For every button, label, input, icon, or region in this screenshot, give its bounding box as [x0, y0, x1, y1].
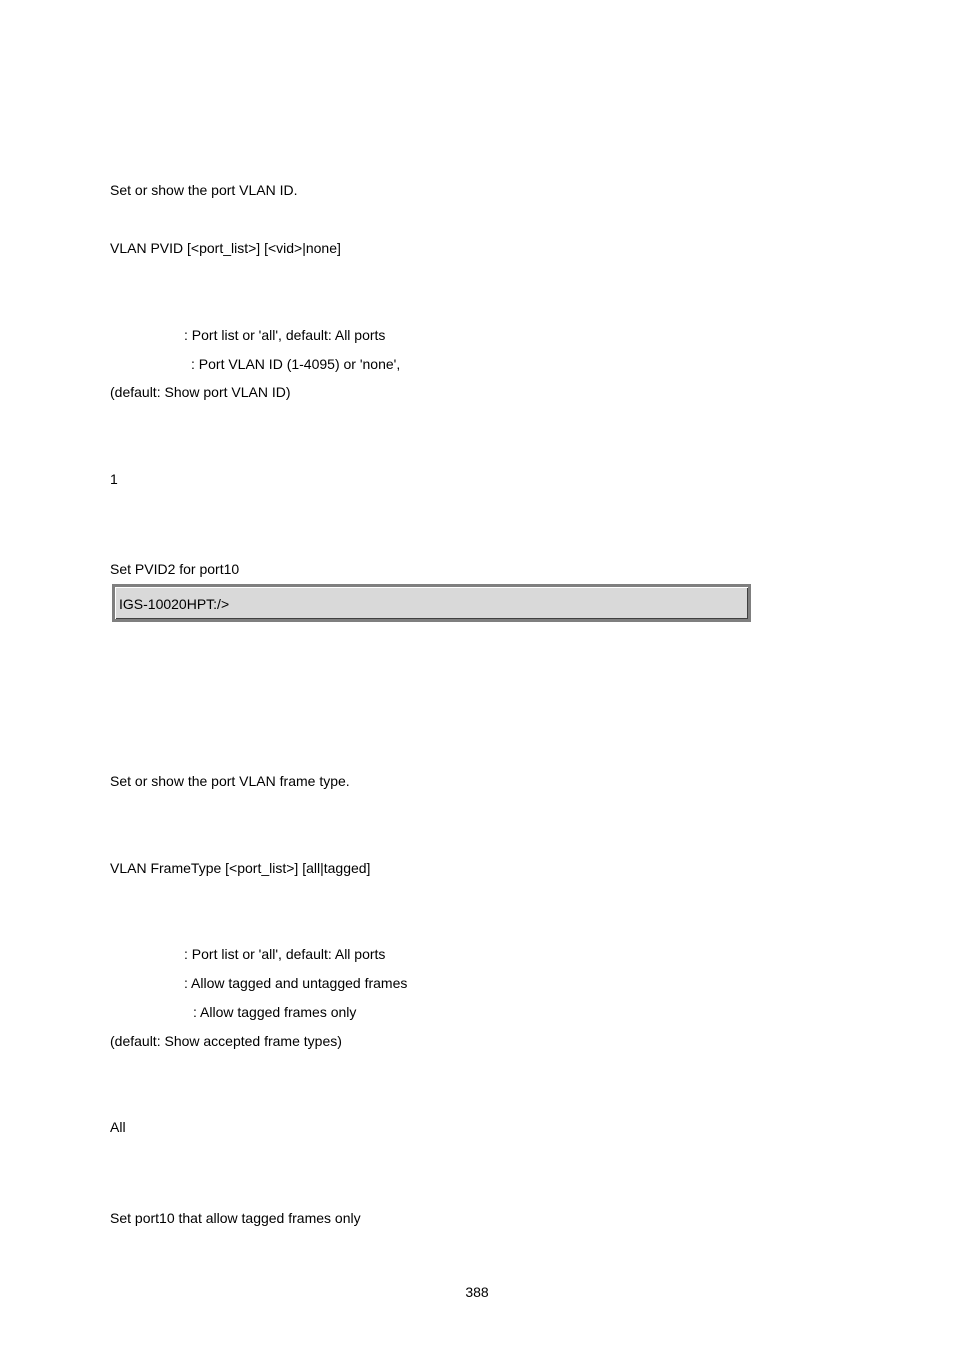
- pvid-syntax: VLAN PVID [<port_list>] [<vid>|none]: [110, 240, 341, 256]
- pvid-param-port-list: : Port list or 'all', default: All ports: [184, 327, 386, 343]
- frametype-param-all: : Allow tagged and untagged frames: [184, 975, 408, 991]
- command-prompt: IGS-10020HPT:/>: [119, 596, 230, 612]
- pvid-param-default: (default: Show port VLAN ID): [110, 384, 291, 400]
- frametype-param-port-list: : Port list or 'all', default: All ports: [184, 946, 386, 962]
- pvid-example: Set PVID2 for port10: [110, 561, 240, 577]
- frametype-param-default: (default: Show accepted frame types): [110, 1033, 342, 1049]
- command-example-box: [112, 584, 751, 622]
- frametype-param-tagged: : Allow tagged frames only: [193, 1004, 357, 1020]
- pvid-param-vid: : Port VLAN ID (1-4095) or 'none',: [191, 356, 401, 372]
- frametype-example: Set port10 that allow tagged frames only: [110, 1210, 361, 1226]
- pvid-default-value: 1: [110, 471, 118, 487]
- frametype-description: Set or show the port VLAN frame type.: [110, 773, 350, 789]
- page-number: 388: [465, 1284, 489, 1300]
- frametype-syntax: VLAN FrameType [<port_list>] [all|tagged]: [110, 860, 371, 876]
- frametype-default-value: All: [110, 1119, 126, 1135]
- pvid-description: Set or show the port VLAN ID.: [110, 182, 298, 198]
